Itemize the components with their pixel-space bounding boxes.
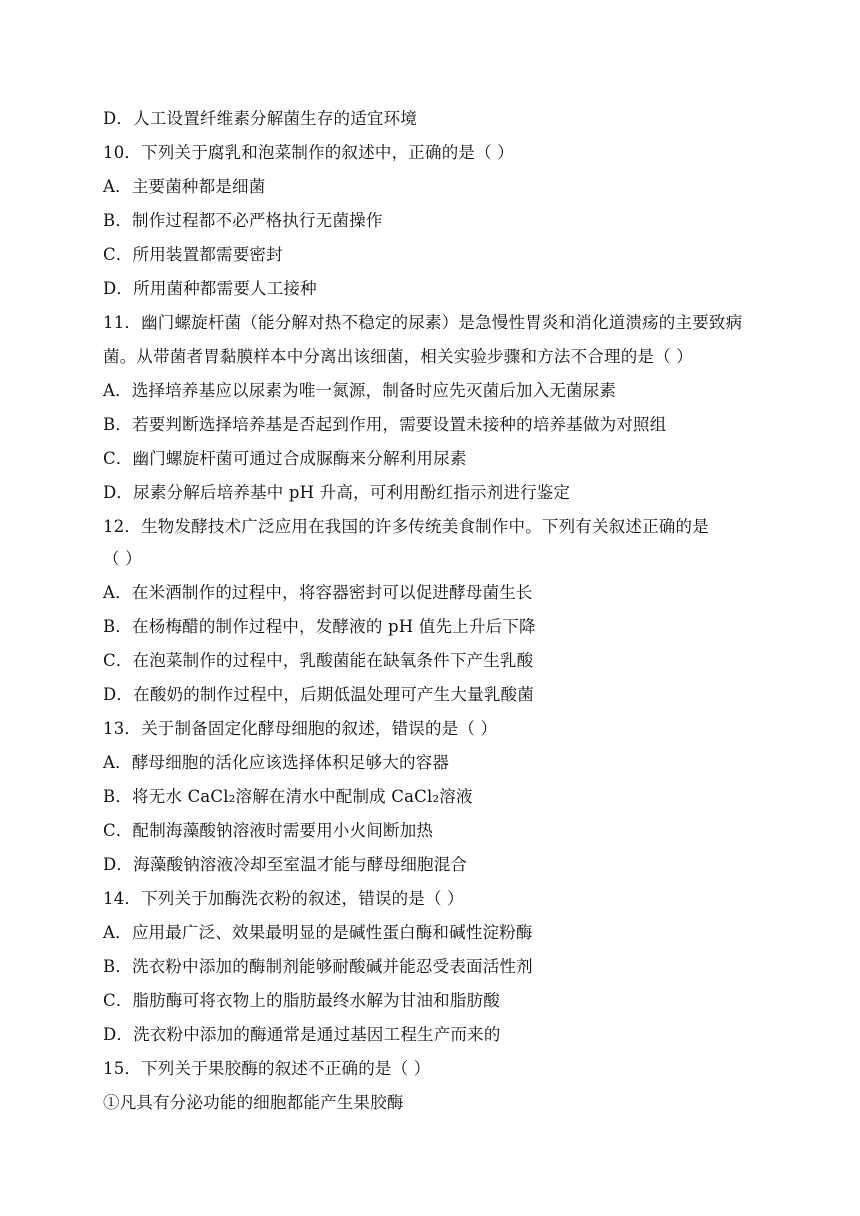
option-b-q14: B．洗衣粉中添加的酶制剂能够耐酸碱并能忍受表面活性剂 [103, 957, 533, 976]
option-d-q14: D．洗衣粉中添加的酶通常是通过基因工程生产而来的 [103, 1025, 501, 1044]
option-a-q12: A．在米酒制作的过程中，将容器密封可以促进酵母菌生长 [103, 583, 533, 602]
option-b-q10: B．制作过程都不必严格执行无菌操作 [103, 211, 383, 230]
option-d-q11: D．尿素分解后培养基中 pH 升高，可利用酚红指示剂进行鉴定 [103, 483, 571, 502]
option-d-q9: D．人工设置纤维素分解菌生存的适宜环境 [103, 109, 418, 128]
option-c-q14: C．脂肪酶可将衣物上的脂肪最终水解为甘油和脂肪酸 [103, 991, 500, 1010]
option-d-q12: D．在酸奶的制作过程中，后期低温处理可产生大量乳酸菌 [103, 685, 534, 704]
question-13: 13．关于制备固定化酵母细胞的叙述，错误的是（ ） [103, 719, 498, 738]
question-11-line-2: 菌。从带菌者胃黏膜样本中分离出该细菌，相关实验步骤和方法不合理的是（ ） [103, 347, 693, 366]
option-d-q13: D．海藻酸钠溶液冷却至室温才能与酵母细胞混合 [103, 855, 468, 874]
option-a-q10: A．主要菌种都是细菌 [103, 177, 266, 196]
question-15: 15．下列关于果胶酶的叙述不正确的是（ ） [103, 1059, 431, 1078]
option-c-q13: C．配制海藻酸钠溶液时需要用小火间断加热 [103, 821, 434, 840]
option-c-q12: C．在泡菜制作的过程中，乳酸菌能在缺氧条件下产生乳酸 [103, 651, 534, 670]
question-10: 10．下列关于腐乳和泡菜制作的叙述中，正确的是（ ） [103, 143, 514, 162]
option-c-q10: C．所用装置都需要密封 [103, 245, 283, 264]
question-12-line-2: （ ） [103, 549, 142, 568]
statement-1-q15: ①凡具有分泌功能的细胞都能产生果胶酶 [103, 1093, 404, 1112]
question-11-line-1: 11．幽门螺旋杆菌（能分解对热不稳定的尿素）是急慢性胃炎和消化道溃疡的主要致病 [103, 313, 743, 332]
option-a-q13: A．酵母细胞的活化应该选择体积足够大的容器 [103, 753, 450, 772]
option-d-q10: D．所用菌种都需要人工接种 [103, 279, 317, 298]
option-b-q13: B．将无水 CaCl₂溶解在清水中配制成 CaCl₂溶液 [103, 787, 473, 806]
option-c-q11: C．幽门螺旋杆菌可通过合成脲酶来分解利用尿素 [103, 449, 467, 468]
question-14: 14．下列关于加酶洗衣粉的叙述，错误的是（ ） [103, 889, 464, 908]
option-a-q11: A．选择培养基应以尿素为唯一氮源，制备时应先灭菌后加入无菌尿素 [103, 381, 617, 400]
option-b-q12: B．在杨梅醋的制作过程中，发酵液的 pH 值先上升后下降 [103, 617, 536, 636]
question-12-line-1: 12．生物发酵技术广泛应用在我国的许多传统美食制作中。下列有关叙述正确的是 [103, 517, 709, 536]
option-b-q11: B．若要判断选择培养基是否起到作用，需要设置未接种的培养基做为对照组 [103, 415, 667, 434]
option-a-q14: A．应用最广泛、效果最明显的是碱性蛋白酶和碱性淀粉酶 [103, 923, 533, 942]
